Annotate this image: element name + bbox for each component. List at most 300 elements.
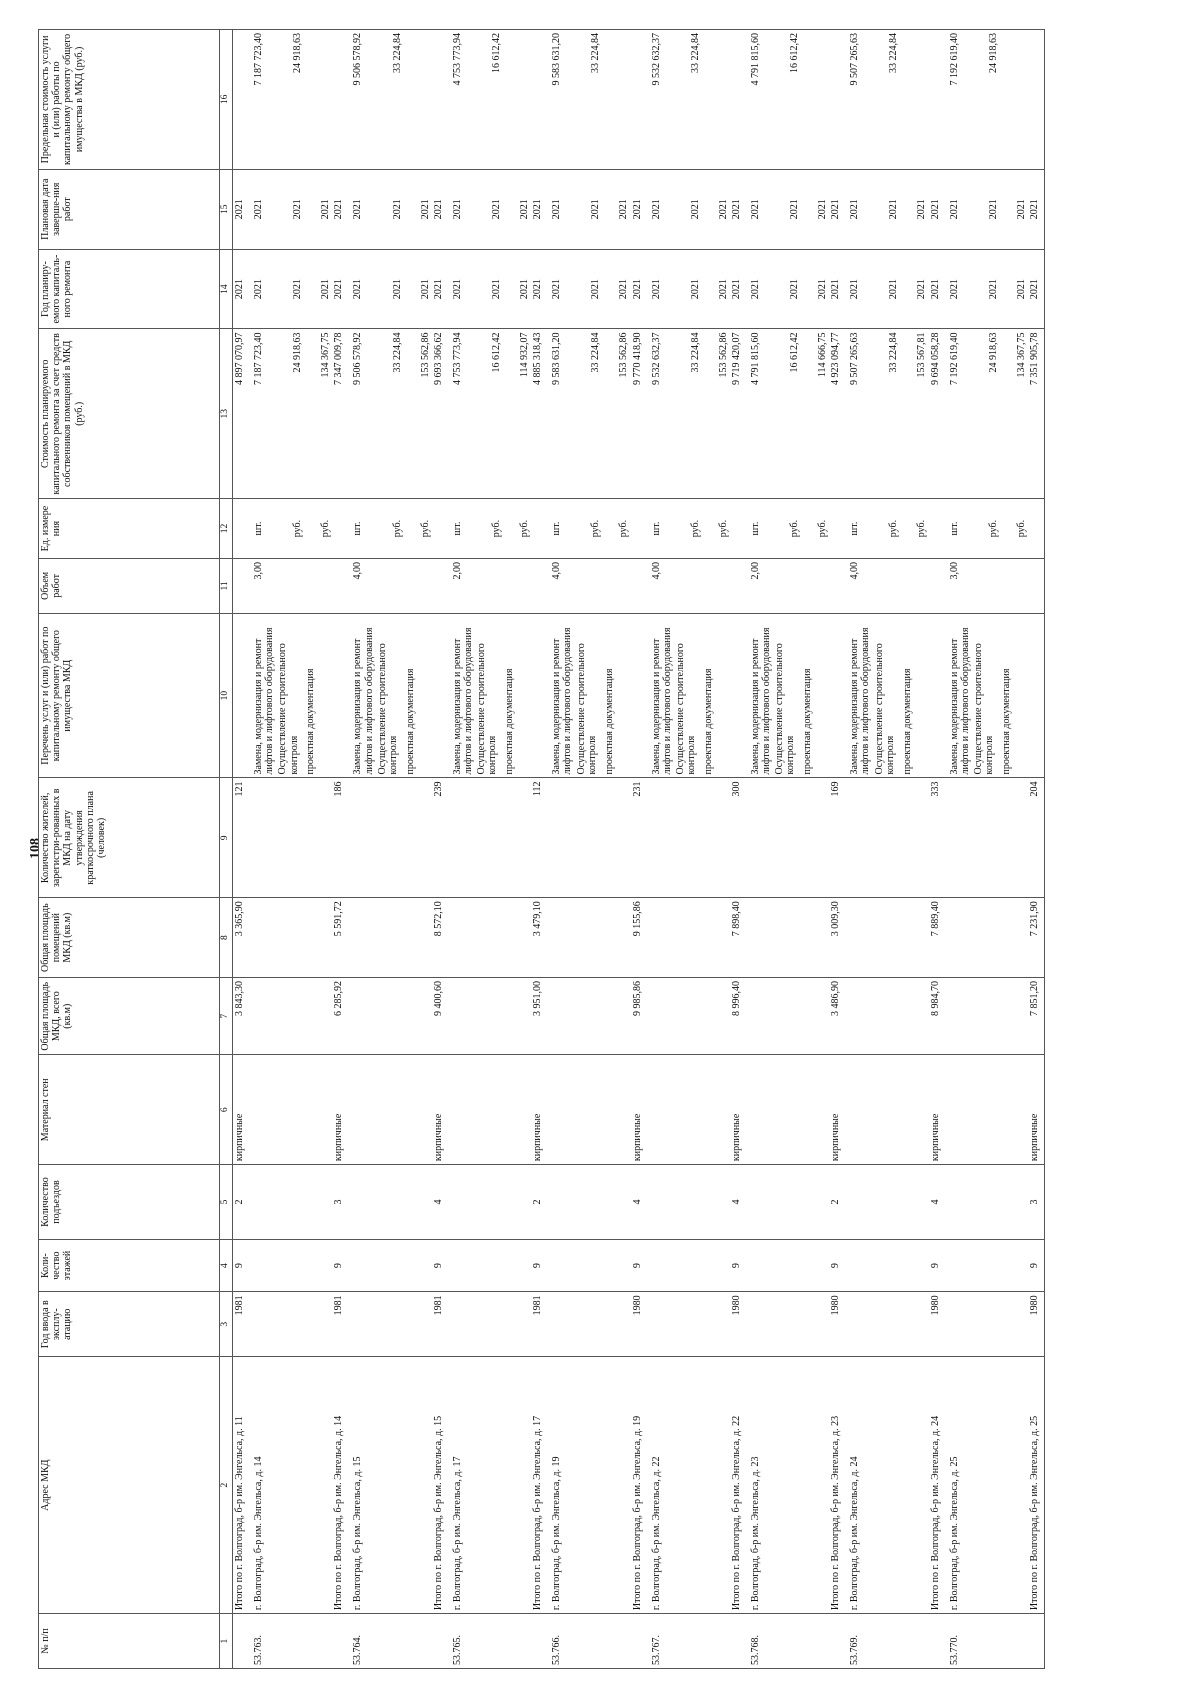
row-number [972, 1614, 1000, 1669]
unit: руб. [901, 499, 929, 559]
commission-year: 1981 [432, 1292, 448, 1357]
total-area [972, 978, 1000, 1055]
completion-date: 2021 [631, 169, 647, 249]
work-type: проектная документация [603, 613, 631, 778]
work-type [929, 613, 945, 778]
column-header: Перечень услуг и (или) работ по капитальному ремонту общего имущества МКД [39, 613, 220, 778]
completion-date: 2021 [929, 169, 945, 249]
column-header: Год планиру-емого капиталь-ного ремонта [39, 249, 220, 329]
row-number [531, 1614, 547, 1669]
address: Итого по г. Волгоград, б-р им. Энгельса, д. 24 [929, 1357, 945, 1614]
total-area [475, 978, 503, 1055]
wall-material [702, 1055, 730, 1165]
address [376, 1357, 404, 1614]
table-row [603, 30, 631, 1669]
commission-year [448, 1292, 475, 1357]
entrances [945, 1165, 972, 1240]
commission-year: 1980 [829, 1292, 845, 1357]
column-header: Общая площадь помещений МКД (кв.м) [39, 898, 220, 978]
address: г. Волгоград, б-р им. Энгельса, д. 23 [746, 1357, 773, 1614]
repair-year: 2021 [531, 249, 547, 329]
total-area [348, 978, 375, 1055]
work-type [631, 613, 647, 778]
premises-area [475, 898, 503, 978]
completion-date: 2021 [475, 169, 503, 249]
commission-year: 1981 [531, 1292, 547, 1357]
column-number: 8 [220, 898, 233, 978]
page-number: 108 [28, 838, 43, 859]
address: г. Волгоград, б-р им. Энгельса, д. 24 [845, 1357, 872, 1614]
entrances [276, 1165, 304, 1240]
completion-date: 2021 [674, 169, 702, 249]
repair-year: 2021 [631, 249, 647, 329]
total-area: 9 400,60 [432, 978, 448, 1055]
total-area [603, 978, 631, 1055]
unit: шт. [249, 499, 276, 559]
premises-area [746, 898, 773, 978]
unit: шт. [547, 499, 574, 559]
residents [404, 778, 432, 898]
address: г. Волгоград, б-р им. Энгельса, д. 22 [647, 1357, 674, 1614]
wall-material [972, 1055, 1000, 1165]
wall-material: кирпичные [531, 1055, 547, 1165]
floors [945, 1239, 972, 1291]
planned-cost: 134 367,75 [304, 329, 332, 499]
wall-material [674, 1055, 702, 1165]
repair-year: 2021 [674, 249, 702, 329]
wall-material [746, 1055, 773, 1165]
work-volume: 2,00 [746, 558, 773, 613]
column-header: № п/п [39, 1614, 220, 1669]
premises-area [276, 898, 304, 978]
row-number: 53.770. [945, 1614, 972, 1669]
work-volume [332, 558, 348, 613]
planned-cost: 9 693 366,62 [432, 329, 448, 499]
repair-year: 2021 [432, 249, 448, 329]
address: Итого по г. Волгоград, б-р им. Энгельса, д. 11 [233, 1357, 250, 1614]
premises-area [647, 898, 674, 978]
entrances [404, 1165, 432, 1240]
total-area: 3 486,90 [829, 978, 845, 1055]
max-cost: 7 187 723,40 [249, 30, 276, 170]
work-volume: 4,00 [647, 558, 674, 613]
table-row [829, 30, 845, 1669]
entrances: 3 [332, 1165, 348, 1240]
column-header: Материал стен [39, 1055, 220, 1165]
planned-cost: 9 506 578,92 [348, 329, 375, 499]
column-header: Общая площадь МКД, всего (кв.м) [39, 978, 220, 1055]
wall-material [1000, 1055, 1028, 1165]
entrances [448, 1165, 475, 1240]
entrances: 4 [730, 1165, 746, 1240]
repair-year: 2021 [801, 249, 829, 329]
commission-year [1000, 1292, 1028, 1357]
address [503, 1357, 531, 1614]
row-number [901, 1614, 929, 1669]
completion-date: 2021 [647, 169, 674, 249]
column-number: 12 [220, 499, 233, 559]
premises-area [503, 898, 531, 978]
residents: 169 [829, 778, 845, 898]
work-type: Осуществление строительного контроля [773, 613, 801, 778]
completion-date: 2021 [1028, 169, 1045, 249]
completion-date: 2021 [249, 169, 276, 249]
residents: 231 [631, 778, 647, 898]
commission-year: 1980 [1028, 1292, 1045, 1357]
commission-year [901, 1292, 929, 1357]
commission-year: 1980 [929, 1292, 945, 1357]
work-volume [702, 558, 730, 613]
total-area: 8 984,70 [929, 978, 945, 1055]
residents: 239 [432, 778, 448, 898]
row-number [332, 1614, 348, 1669]
residents [702, 778, 730, 898]
premises-area: 3 479,10 [531, 898, 547, 978]
column-header: Адрес МКД [39, 1357, 220, 1614]
residents [348, 778, 375, 898]
commission-year [475, 1292, 503, 1357]
table-row [702, 30, 730, 1669]
planned-cost: 9 507 265,63 [845, 329, 872, 499]
premises-area [702, 898, 730, 978]
wall-material [475, 1055, 503, 1165]
unit [432, 499, 448, 559]
max-cost: 33 224,84 [575, 30, 603, 170]
entrances [603, 1165, 631, 1240]
column-header: Коли-чество этажей [39, 1239, 220, 1291]
row-number [730, 1614, 746, 1669]
wall-material: кирпичные [631, 1055, 647, 1165]
total-area: 3 843,30 [233, 978, 250, 1055]
work-type: Замена, модернизация и ремонт лифтов и лифтового оборудования [746, 613, 773, 778]
row-number [503, 1614, 531, 1669]
unit [829, 499, 845, 559]
table-row [531, 30, 547, 1669]
repair-year: 2021 [348, 249, 375, 329]
repair-year: 2021 [929, 249, 945, 329]
residents: 112 [531, 778, 547, 898]
premises-area [448, 898, 475, 978]
entrances [801, 1165, 829, 1240]
address: Итого по г. Волгоград, б-р им. Энгельса, д. 19 [631, 1357, 647, 1614]
table-row [376, 30, 404, 1669]
work-volume: 3,00 [249, 558, 276, 613]
residents [674, 778, 702, 898]
completion-date: 2021 [702, 169, 730, 249]
floors [475, 1239, 503, 1291]
address: Итого по г. Волгоград, б-р им. Энгельса, д. 15 [432, 1357, 448, 1614]
commission-year [746, 1292, 773, 1357]
entrances [845, 1165, 872, 1240]
floors [503, 1239, 531, 1291]
premises-area [547, 898, 574, 978]
total-area [945, 978, 972, 1055]
row-number [304, 1614, 332, 1669]
table-row [801, 30, 829, 1669]
work-volume [233, 558, 250, 613]
entrances [376, 1165, 404, 1240]
max-cost: 9 507 265,63 [845, 30, 872, 170]
entrances [647, 1165, 674, 1240]
residents [972, 778, 1000, 898]
planned-cost: 9 694 058,28 [929, 329, 945, 499]
table-row [432, 30, 448, 1669]
repair-year: 2021 [233, 249, 250, 329]
commission-year [404, 1292, 432, 1357]
completion-date: 2021 [829, 169, 845, 249]
address: Итого по г. Волгоград, б-р им. Энгельса, д. 23 [829, 1357, 845, 1614]
floors [376, 1239, 404, 1291]
premises-area [304, 898, 332, 978]
work-volume [1028, 558, 1045, 613]
row-number [773, 1614, 801, 1669]
max-cost [432, 30, 448, 170]
table-row [448, 30, 475, 1669]
work-type: Осуществление строительного контроля [575, 613, 603, 778]
residents [873, 778, 901, 898]
premises-area [376, 898, 404, 978]
floors [348, 1239, 375, 1291]
repair-year: 2021 [773, 249, 801, 329]
total-area [845, 978, 872, 1055]
repair-year: 2021 [249, 249, 276, 329]
premises-area [603, 898, 631, 978]
column-number: 3 [220, 1292, 233, 1357]
max-cost: 16 612,42 [475, 30, 503, 170]
commission-year [603, 1292, 631, 1357]
floors: 9 [1028, 1239, 1045, 1291]
premises-area [674, 898, 702, 978]
planned-cost: 4 791 815,60 [746, 329, 773, 499]
repair-year: 2021 [1028, 249, 1045, 329]
floors: 9 [829, 1239, 845, 1291]
planned-cost: 7 351 905,78 [1028, 329, 1045, 499]
commission-year [702, 1292, 730, 1357]
column-number: 15 [220, 169, 233, 249]
floors [448, 1239, 475, 1291]
commission-year [773, 1292, 801, 1357]
entrances: 2 [233, 1165, 250, 1240]
planned-cost: 16 612,42 [475, 329, 503, 499]
wall-material [647, 1055, 674, 1165]
work-volume [432, 558, 448, 613]
address [773, 1357, 801, 1614]
unit: руб. [404, 499, 432, 559]
total-area [249, 978, 276, 1055]
unit [730, 499, 746, 559]
row-number [873, 1614, 901, 1669]
planned-cost: 114 932,07 [503, 329, 531, 499]
unit: руб. [376, 499, 404, 559]
max-cost: 16 612,42 [773, 30, 801, 170]
work-type: Замена, модернизация и ремонт лифтов и лифтового оборудования [945, 613, 972, 778]
planned-cost: 9 583 631,20 [547, 329, 574, 499]
address [603, 1357, 631, 1614]
max-cost [730, 30, 746, 170]
repair-year: 2021 [945, 249, 972, 329]
work-volume [901, 558, 929, 613]
commission-year [348, 1292, 375, 1357]
completion-date: 2021 [773, 169, 801, 249]
repair-year: 2021 [845, 249, 872, 329]
address: г. Волгоград, б-р им. Энгельса, д. 19 [547, 1357, 574, 1614]
table-row [348, 30, 375, 1669]
column-header: Количество жителей, зарегистри-рованных в МКД на дату утверждения краткосрочного плана (человек) [39, 778, 220, 898]
unit: руб. [873, 499, 901, 559]
unit: руб. [674, 499, 702, 559]
row-number [829, 1614, 845, 1669]
column-header: Ед. измере ния [39, 499, 220, 559]
floors [647, 1239, 674, 1291]
max-cost: 9 532 632,37 [647, 30, 674, 170]
table-body [233, 30, 1045, 1669]
unit: руб. [702, 499, 730, 559]
total-area [746, 978, 773, 1055]
header-row [39, 30, 220, 1669]
commission-year [845, 1292, 872, 1357]
wall-material [304, 1055, 332, 1165]
total-area [773, 978, 801, 1055]
residents [547, 778, 574, 898]
total-area [376, 978, 404, 1055]
address: г. Волгоград, б-р им. Энгельса, д. 17 [448, 1357, 475, 1614]
repair-year: 2021 [503, 249, 531, 329]
work-type: проектная документация [404, 613, 432, 778]
total-area [503, 978, 531, 1055]
commission-year [304, 1292, 332, 1357]
work-type [432, 613, 448, 778]
column-number: 13 [220, 329, 233, 499]
total-area: 9 985,86 [631, 978, 647, 1055]
column-header: Количество подъездов [39, 1165, 220, 1240]
total-area [575, 978, 603, 1055]
completion-date: 2021 [575, 169, 603, 249]
unit: руб. [773, 499, 801, 559]
table-row [249, 30, 276, 1669]
floors [702, 1239, 730, 1291]
table-row [901, 30, 929, 1669]
row-number: 53.769. [845, 1614, 872, 1669]
commission-year [575, 1292, 603, 1357]
work-volume [801, 558, 829, 613]
table-row [873, 30, 901, 1669]
premises-area: 7 889,40 [929, 898, 945, 978]
table-row [773, 30, 801, 1669]
commission-year: 1980 [730, 1292, 746, 1357]
max-cost: 9 583 631,20 [547, 30, 574, 170]
work-volume [603, 558, 631, 613]
address: Итого по г. Волгоград, б-р им. Энгельса, д. 25 [1028, 1357, 1045, 1614]
max-cost [929, 30, 945, 170]
row-number [674, 1614, 702, 1669]
premises-area: 3 009,30 [829, 898, 845, 978]
wall-material [249, 1055, 276, 1165]
unit [631, 499, 647, 559]
row-number [276, 1614, 304, 1669]
floors [845, 1239, 872, 1291]
unit: руб. [304, 499, 332, 559]
table-row [404, 30, 432, 1669]
table-row [674, 30, 702, 1669]
address [801, 1357, 829, 1614]
address [674, 1357, 702, 1614]
planned-cost: 153 562,86 [404, 329, 432, 499]
premises-area: 8 572,10 [432, 898, 448, 978]
repair-year: 2021 [603, 249, 631, 329]
entrances [702, 1165, 730, 1240]
address [276, 1357, 304, 1614]
row-number: 53.768. [746, 1614, 773, 1669]
unit: шт. [746, 499, 773, 559]
row-number [801, 1614, 829, 1669]
address [304, 1357, 332, 1614]
floors [603, 1239, 631, 1291]
work-type [233, 613, 250, 778]
entrances: 4 [631, 1165, 647, 1240]
residents: 204 [1028, 778, 1045, 898]
unit: шт. [647, 499, 674, 559]
floors: 9 [332, 1239, 348, 1291]
entrances: 4 [929, 1165, 945, 1240]
repair-year: 2021 [304, 249, 332, 329]
premises-area [404, 898, 432, 978]
column-number: 2 [220, 1357, 233, 1614]
wall-material [448, 1055, 475, 1165]
address [972, 1357, 1000, 1614]
completion-date: 2021 [801, 169, 829, 249]
work-volume [674, 558, 702, 613]
address: г. Волгоград, б-р им. Энгельса, д. 14 [249, 1357, 276, 1614]
premises-area [901, 898, 929, 978]
max-cost: 24 918,63 [276, 30, 304, 170]
wall-material [376, 1055, 404, 1165]
work-type: проектная документация [304, 613, 332, 778]
column-number: 11 [220, 558, 233, 613]
commission-year [276, 1292, 304, 1357]
floors: 9 [432, 1239, 448, 1291]
table-row [1000, 30, 1028, 1669]
premises-area: 9 155,86 [631, 898, 647, 978]
table-row [1028, 30, 1045, 1669]
work-type [332, 613, 348, 778]
unit [332, 499, 348, 559]
work-volume [304, 558, 332, 613]
residents [845, 778, 872, 898]
completion-date: 2021 [376, 169, 404, 249]
residents [376, 778, 404, 898]
work-type: Замена, модернизация и ремонт лифтов и лифтового оборудования [348, 613, 375, 778]
column-number: 5 [220, 1165, 233, 1240]
table-row [475, 30, 503, 1669]
floors [404, 1239, 432, 1291]
commission-year [972, 1292, 1000, 1357]
work-volume [829, 558, 845, 613]
row-number [929, 1614, 945, 1669]
entrances: 2 [829, 1165, 845, 1240]
floors [1000, 1239, 1028, 1291]
total-area: 3 951,00 [531, 978, 547, 1055]
max-cost: 7 192 619,40 [945, 30, 972, 170]
max-cost: 33 224,84 [873, 30, 901, 170]
total-area [801, 978, 829, 1055]
column-header: Стоимость планируемого капитального ремонта за счет средств собственников помещений в МКД (руб.) [39, 329, 220, 499]
floors: 9 [730, 1239, 746, 1291]
entrances [503, 1165, 531, 1240]
repair-year: 2021 [972, 249, 1000, 329]
floors: 9 [233, 1239, 250, 1291]
repair-year: 2021 [901, 249, 929, 329]
total-area: 8 996,40 [730, 978, 746, 1055]
